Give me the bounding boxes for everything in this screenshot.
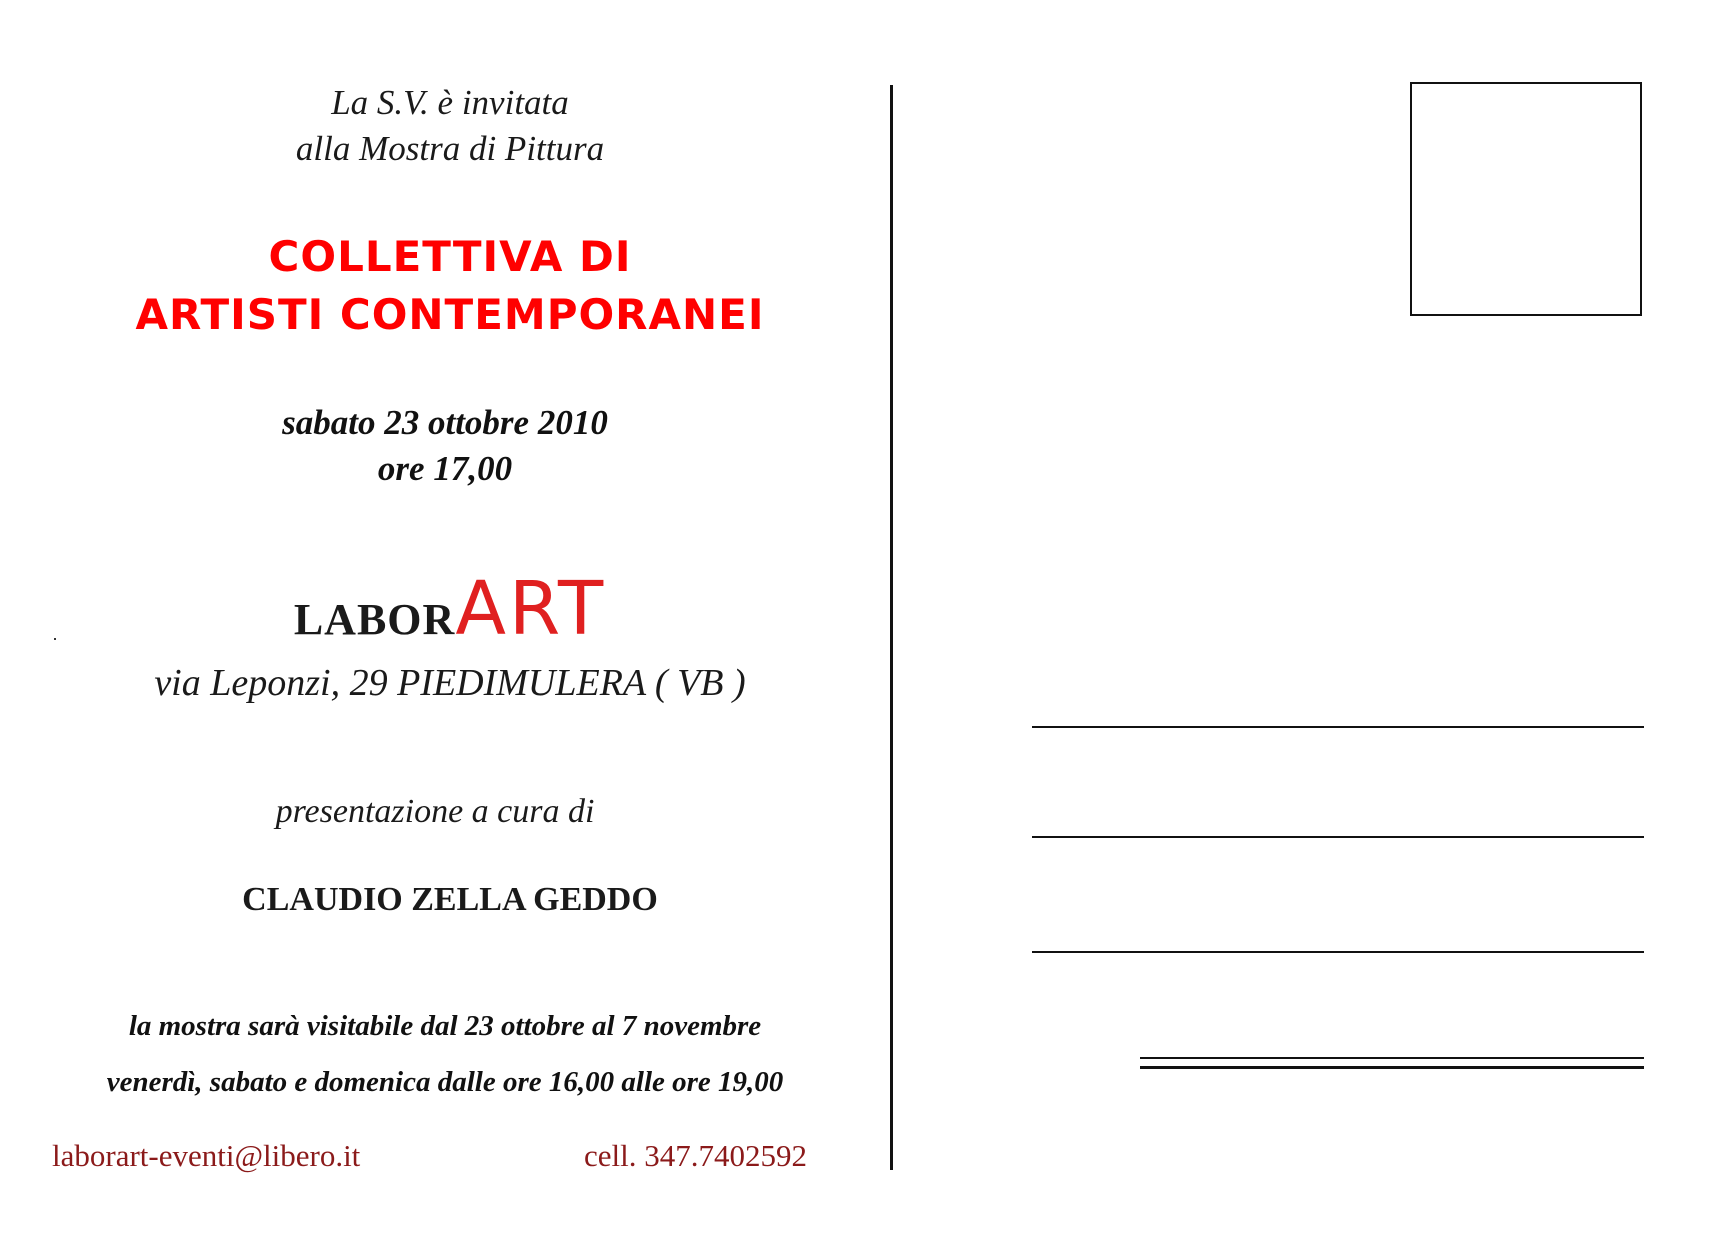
title-line-1: COLLETTIVA DI [268, 232, 632, 281]
address-line-2 [1032, 836, 1644, 838]
logo-text-art: ART [455, 566, 607, 652]
event-time: ore 17,00 [377, 449, 513, 488]
stamp-box [1410, 82, 1642, 316]
logo-text-labor: LABOR [293, 595, 456, 644]
address-line-4a [1140, 1057, 1644, 1059]
intro-line-1: La S.V. è invitata [331, 83, 569, 122]
presenter-label: presentazione a cura di [275, 793, 595, 830]
exhibition-title [0, 228, 900, 344]
venue-logo [0, 566, 900, 652]
postcard-divider [890, 85, 893, 1170]
event-date: sabato 23 ottobre 2010 [282, 403, 608, 442]
hours-line-1: la mostra sarà visitabile dal 23 ottobre al 7 novembre [128, 1010, 762, 1042]
venue-address: via Leponzi, 29 PIEDIMULERA ( VB ) [154, 662, 746, 704]
contact-email: laborart-eventi@libero.it [52, 1138, 361, 1173]
exhibition-hours [0, 998, 890, 1110]
invitation-intro [0, 80, 900, 172]
address-line-1 [1032, 726, 1644, 728]
presenter-name: CLAUDIO ZELLA GEDDO [242, 881, 658, 918]
title-line-2: ARTISTI CONTEMPORANEI [135, 290, 765, 339]
intro-line-2: alla Mostra di Pittura [295, 129, 605, 168]
address-line-3 [1032, 951, 1644, 953]
contact-phone: cell. 347.7402592 [584, 1138, 807, 1173]
event-datetime [0, 400, 890, 492]
address-line-4b [1140, 1066, 1644, 1069]
hours-line-2: venerdì, sabato e domenica dalle ore 16,00 alle ore 19,00 [106, 1066, 784, 1098]
stray-dot [54, 638, 56, 640]
